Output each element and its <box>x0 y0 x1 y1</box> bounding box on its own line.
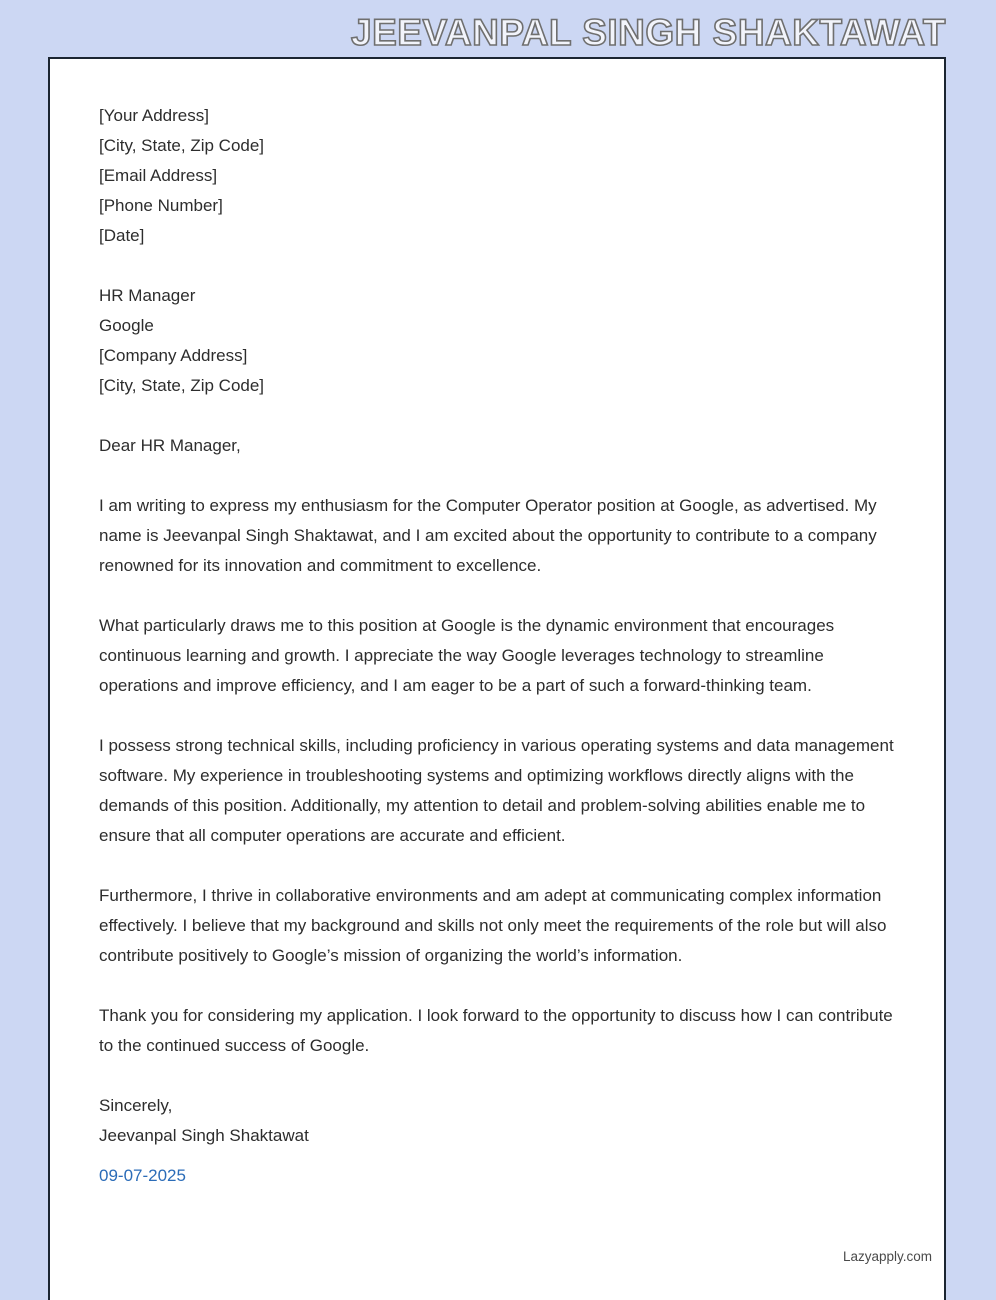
applicant-name-title: JEEVANPAL SINGH SHAKTAWAT <box>351 12 946 53</box>
letter-paragraph: I possess strong technical skills, including proficiency in various operating systems and data management software. My experience in troubleshooting systems and optimizing workflows directly aligns with the demands of this position. Additionally, my attention to detail and problem-solving abilities enable me to ensure that all computer operations are accurate and efficient. <box>99 736 894 845</box>
letter-paragraph: What particularly draws me to this position at Google is the dynamic environment that encourages continuous learning and growth. I appreciate the way Google leverages technology to streamline operations and improve efficiency, and I am eager to be a part of such a forward-thinking team. <box>99 616 835 695</box>
letter-paragraph: Furthermore, I thrive in collaborative environments and am adept at communicating complex information effectively. I believe that my background and skills not only meet the requirements of the role but will also contribute positively to Google’s mission of organizing the world’s information. <box>99 886 887 965</box>
sender-address-line: [City, State, Zip Code] <box>99 136 265 155</box>
letter-page <box>48 57 946 1300</box>
signature-name: Jeevanpal Singh Shaktawat <box>99 1126 309 1145</box>
sender-address-line: [Email Address] <box>99 166 218 185</box>
recipient-address-line: [Company Address] <box>99 346 248 365</box>
closing-line: Sincerely, <box>99 1096 173 1115</box>
recipient-address-line: [City, State, Zip Code] <box>99 376 265 395</box>
letter-paragraph: I am writing to express my enthusiasm for the Computer Operator position at Google, as advertised. My name is Jeevanpal Singh Shaktawat, and I am excited about the opportunity to contribute to a company renowned for its innovation and commitment to excellence. <box>99 496 877 575</box>
footer-date-link[interactable]: 09-07-2025 <box>99 1166 186 1185</box>
letter-paragraph: Thank you for considering my application. I look forward to the opportunity to discuss how I can contribute to the continued success of Google. <box>99 1006 893 1055</box>
sender-address-line: [Date] <box>99 226 145 245</box>
sender-address-line: [Your Address] <box>99 106 209 125</box>
recipient-address-line: HR Manager <box>99 286 196 305</box>
recipient-address-line: Google <box>99 316 154 335</box>
recipient-address-block <box>99 281 894 401</box>
sender-address-line: [Phone Number] <box>99 196 223 215</box>
salutation: Dear HR Manager, <box>99 436 241 455</box>
watermark: Lazyapply.com <box>842 1249 932 1264</box>
sender-address-block <box>99 101 894 251</box>
closing-block <box>99 1091 894 1151</box>
